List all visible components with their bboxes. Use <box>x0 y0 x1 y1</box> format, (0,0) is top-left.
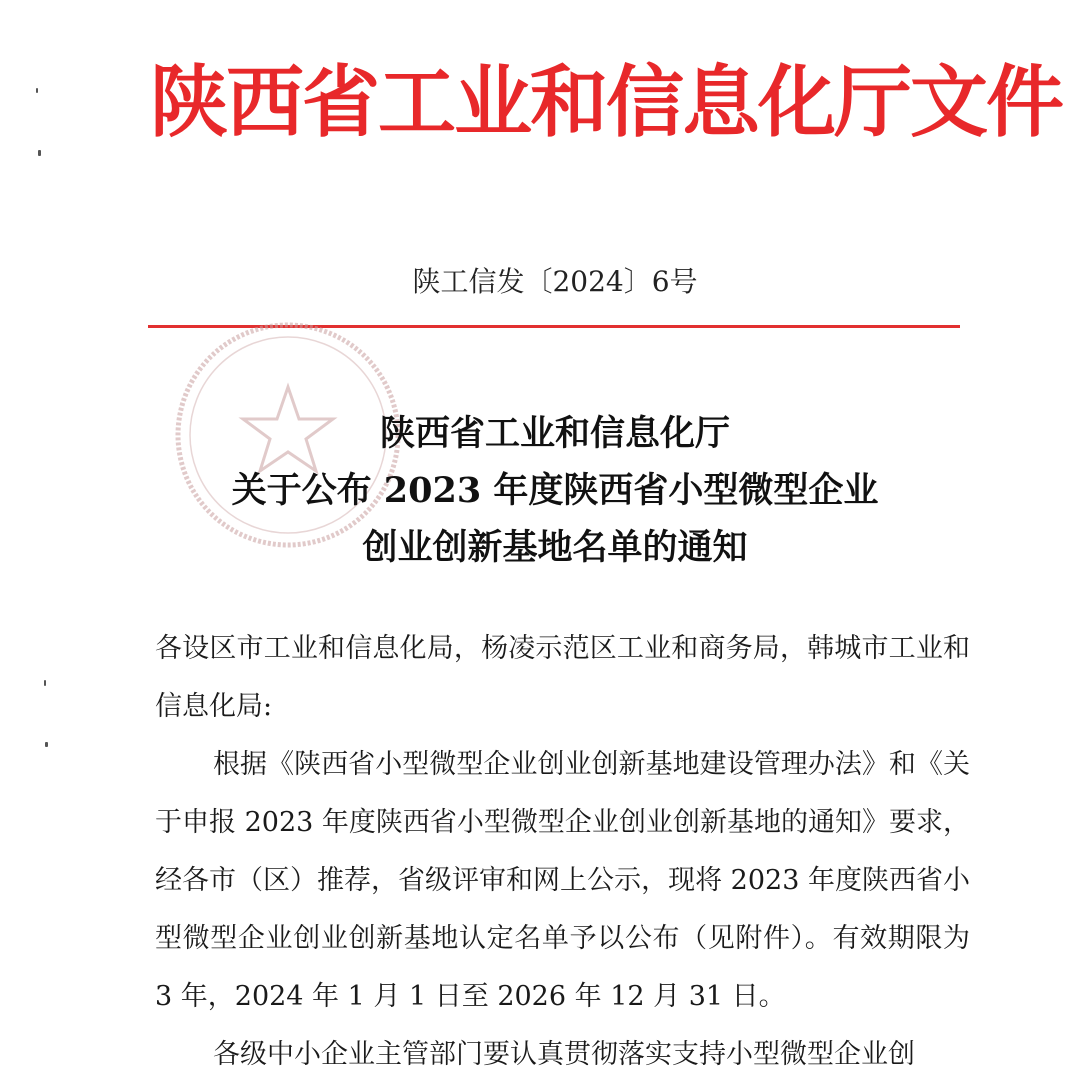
body-paragraph-1: 根据《陕西省小型微型企业创业创新基地建设管理办法》和《关于申报 2023 年度陕西省小型微型企业创业创新基地的通知》要求，经各市（区）推荐，省级评审和网上公示，现将 2023 年度陕西省小型微型企业创业创新基地认定名单予以公布（见附件）。有效期限为 3 年，2024 年 1 月 1 日至 2026 年 12 月 31 日。 <box>155 749 970 1012</box>
notice-title <box>150 405 960 576</box>
document-number: 陕工信发〔2024〕6号 <box>412 265 698 298</box>
title-line-3: 创业创新基地名单的通知 <box>362 527 748 568</box>
title-line-2: 关于公布 2023 年度陕西省小型微型企业 <box>231 470 879 511</box>
notice-body <box>155 620 970 1084</box>
addressees-paragraph: 各设区市工业和信息化局，杨凌示范区工业和商务局，韩城市工业和信息化局: <box>155 633 970 722</box>
body-paragraph-2: 各级中小企业主管部门要认真贯彻落实支持小型微型企业创 <box>213 1039 915 1070</box>
document-header-title: 陕西省工业和信息化厅文件 <box>150 57 1063 148</box>
title-line-1: 陕西省工业和信息化厅 <box>379 413 730 454</box>
